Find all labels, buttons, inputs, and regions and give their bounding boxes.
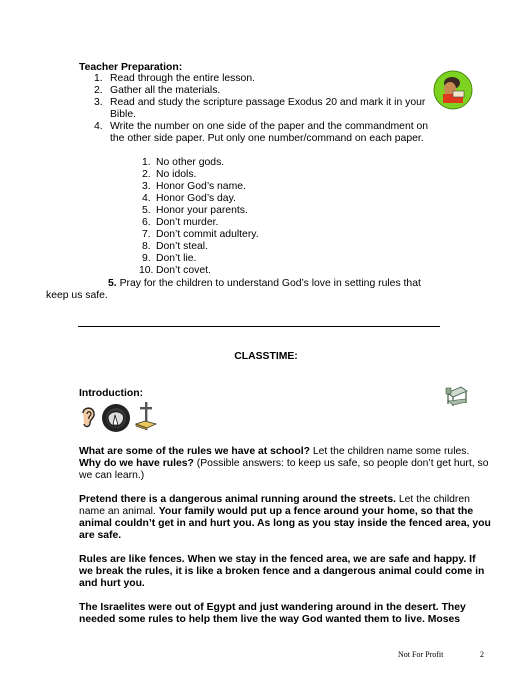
step-number: 5. xyxy=(108,278,117,289)
step-number: 2. xyxy=(94,85,103,96)
item-number: 6. xyxy=(142,217,151,228)
item-text: Don’t covet. xyxy=(156,265,211,276)
question-text: Why do we have rules? xyxy=(79,458,194,469)
item-number: 3. xyxy=(142,181,151,192)
commandment-item xyxy=(142,193,342,205)
step-text: Pray for the children to understand God’s love in setting rules that keep us safe. xyxy=(46,278,421,301)
item-text: Don’t lie. xyxy=(156,253,197,264)
step-text: Write the number on one side of the paper and the commandment on the other side paper. Put only one number/command on each paper. xyxy=(110,121,429,144)
commandment-list xyxy=(139,157,342,277)
commandment-item xyxy=(142,157,342,169)
item-number: 7. xyxy=(142,229,151,240)
item-number: 2. xyxy=(142,169,151,180)
item-text: No idols. xyxy=(156,169,197,180)
item-number: 10. xyxy=(139,265,154,276)
commandment-item xyxy=(142,229,342,241)
commandment-item xyxy=(142,217,342,229)
commandment-item xyxy=(142,253,342,265)
item-number: 1. xyxy=(142,157,151,168)
commandment-item xyxy=(142,169,342,181)
step-text: Gather all the materials. xyxy=(110,85,221,96)
teacher-reading-icon xyxy=(433,70,473,110)
prep-step xyxy=(94,97,430,121)
page-number: 2 xyxy=(480,650,484,659)
body-text: Let the children name an animal. xyxy=(79,494,470,517)
commandment-item xyxy=(142,205,342,217)
footer-note: Not For Profit xyxy=(398,650,444,659)
prep-title: Teacher Preparation: xyxy=(79,62,183,73)
commandment-item xyxy=(142,181,342,193)
body-text: Let the children name some rules. xyxy=(309,446,470,457)
school-desk-icon xyxy=(443,383,469,409)
paragraph-dangerous-animal xyxy=(79,494,491,542)
paragraph-israelites: The Israelites were out of Egypt and just wandering around in the desert. They needed some rules to help them live the way God wanted them to live. Moses xyxy=(79,602,466,625)
step-number: 1. xyxy=(94,73,103,84)
step-number: 4. xyxy=(94,121,103,132)
step-number: 3. xyxy=(94,97,103,108)
paragraph-rules-at-school xyxy=(79,446,491,482)
question-text: What are some of the rules we have at school? xyxy=(79,446,310,457)
bold-text: Your family would put up a fence around your home, so that the animal couldn’t get in and hurt you. As long as you stay inside the fenced area, you are safe. xyxy=(79,506,491,541)
prep-steps xyxy=(94,73,444,145)
praying-head-icon xyxy=(99,403,133,433)
prep-step xyxy=(94,85,444,97)
item-text: Honor God’s name. xyxy=(156,181,246,192)
item-number: 4. xyxy=(142,193,151,204)
commandment-item xyxy=(142,241,342,253)
intro-label: Introduction: xyxy=(79,388,144,399)
item-text: Don’t murder. xyxy=(156,217,219,228)
item-number: 8. xyxy=(142,241,151,252)
item-text: Don’t commit adultery. xyxy=(156,229,259,240)
step-text: Read and study the scripture passage Exodus 20 and mark it in your Bible. xyxy=(110,97,426,120)
item-text: No other gods. xyxy=(156,157,225,168)
item-text: Honor God’s day. xyxy=(156,193,236,204)
prep-step xyxy=(94,121,442,145)
item-number: 9. xyxy=(142,253,151,264)
ear-icon xyxy=(79,405,97,429)
divider xyxy=(78,326,440,327)
item-text: Don’t steal. xyxy=(156,241,208,252)
prep-step xyxy=(94,73,444,85)
item-number: 5. xyxy=(142,205,151,216)
item-text: Honor your parents. xyxy=(156,205,248,216)
paragraph-rules-fences: Rules are like fences. When we stay in the fenced area, we are safe and happy. If we break the rules, it is like a broken fence and a dangerous animal could come in and hurt you. xyxy=(79,554,485,589)
body-text: (Possible answers: to keep us safe, so people don’t get hurt, so we can learn.) xyxy=(79,458,489,481)
commandment-item xyxy=(139,265,342,277)
section-heading: CLASSTIME: xyxy=(234,351,298,362)
prep-step-5 xyxy=(46,278,446,302)
bible-cross-icon xyxy=(134,400,158,432)
bold-text: Pretend there is a dangerous animal running around the streets. xyxy=(79,494,396,505)
step-text: Read through the entire lesson. xyxy=(110,73,255,84)
